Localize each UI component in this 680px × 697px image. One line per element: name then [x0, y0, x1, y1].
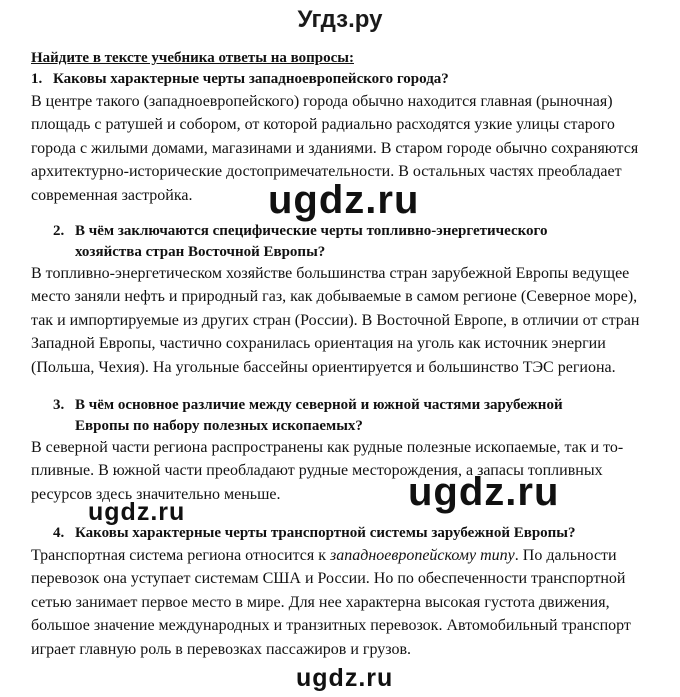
answer-text: Транспортная система региона относится к: [31, 547, 330, 564]
answer-line: перевозок она уступает системам США и России. Но по обеспеченности транспортной: [31, 570, 626, 588]
answer-line: Западной Европы, частично сохранилась ориентация на уголь как источник энергии: [31, 335, 606, 353]
answer-3: [31, 436, 656, 506]
answer-line: архитектурно-исторические достопримечательности. В остальных частях преобладает: [31, 163, 622, 181]
question-number: 4.: [53, 525, 65, 541]
question-number: 1.: [31, 71, 43, 87]
answer-line: современная застройка.: [31, 186, 193, 204]
question-2: [53, 221, 547, 263]
answer-text: . По дальности: [514, 547, 617, 564]
answer-2: [31, 262, 656, 379]
answer-line: играет главную роль в перевозках пассажиров и грузов.: [31, 640, 412, 658]
watermark: ugdz.ru: [408, 470, 560, 514]
question-1: [31, 69, 449, 90]
answer-line: так и импортируемые из других стран (России). В Восточной Европе, в отличии от стран: [31, 311, 640, 329]
answer-line: сетью занимает первое место в мире. Для нее характерна высокая густота движения,: [31, 593, 610, 611]
watermark: ugdz.ru: [268, 178, 420, 222]
answer-4: [31, 544, 656, 661]
answer-line: пливные. В южной части преобладают рудные месторождения, а запасы топливных: [31, 462, 603, 480]
page-heading: Найдите в тексте учебника ответы на вопросы:: [31, 50, 354, 66]
answer-line: В северной части региона распространены как рудные полезные ископаемые, так и то-: [31, 439, 624, 456]
answer-line: В центре такого (западноевропейского) города обычно находится главная (рыночная): [31, 93, 613, 110]
answer-line: [31, 547, 617, 564]
question-text: Каковы характерные черты западноевропейского города?: [53, 71, 449, 87]
answer-italic-term: западноевропейскому типу: [330, 547, 515, 564]
answer-line: В топливно-энергетическом хозяйстве большинства стран зарубежной Европы ведущее: [31, 265, 630, 282]
watermark: ugdz.ru: [88, 498, 186, 526]
answer-line: города с жилыми домами, магазинами и зданиями. В старом городе обычно сохраняются: [31, 139, 639, 157]
answer-line: большое значение международных и транзитных перевозок. Автомобильный транспорт: [31, 617, 631, 635]
answer-line: (Польша, Чехия). На угольные бассейны ориентируется и большинство ТЭС региона.: [31, 358, 616, 376]
question-text: хозяйства стран Восточной Европы?: [75, 244, 326, 260]
watermark: ugdz.ru: [296, 664, 394, 692]
site-header-title: Угдз.ру: [297, 6, 383, 33]
question-text: В чём заключаются специфические черты топливно-энергетического: [75, 223, 548, 239]
answer-line: ресурсов здесь значительно меньше.: [31, 485, 281, 503]
question-3: [53, 395, 563, 437]
question-text: В чём основное различие между северной и южной частями зарубежной: [75, 397, 563, 413]
question-text: Каковы характерные черты транспортной системы зарубежной Европы?: [75, 525, 576, 541]
question-number: 3.: [53, 397, 65, 413]
question-number: 2.: [53, 223, 65, 239]
answer-line: площадь с ратушей и собором, от которой радиально расходятся узкие улицы старого: [31, 116, 615, 134]
question-text: Европы по набору полезных ископаемых?: [75, 418, 363, 434]
answer-line: место заняли нефть и природный газ, как добываемые в самом регионе (Северное море),: [31, 288, 638, 306]
